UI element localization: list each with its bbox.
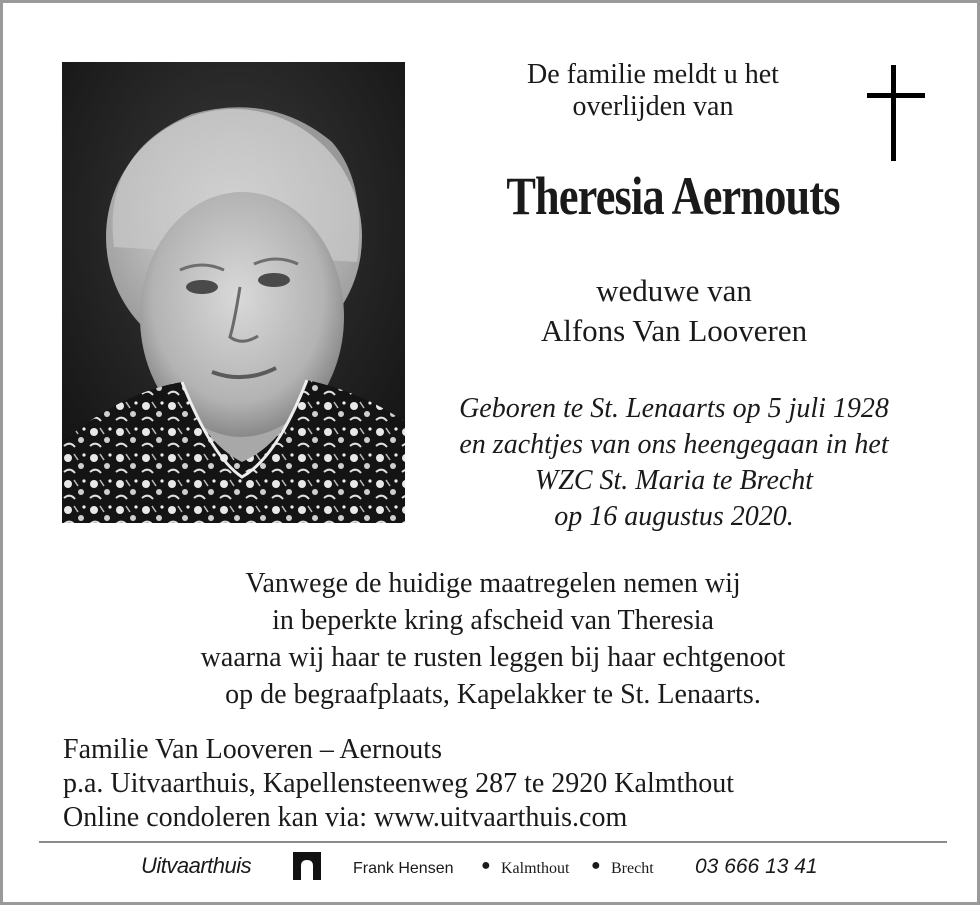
condolence-line: Online condoleren kan via: www.uitvaarthuis.com (63, 802, 628, 833)
arch-logo-icon (293, 852, 321, 880)
intro-text (453, 59, 853, 123)
notice-line: waarna wij haar te rusten leggen bij haar echtgenoot (200, 642, 786, 673)
director-name: Frank Hensen (353, 860, 454, 877)
bullet: ● (591, 857, 601, 874)
brand-name: Uitvaarthuis (141, 853, 252, 878)
widow-line-1: weduwe van (596, 273, 752, 308)
funeral-home-footer (3, 843, 980, 895)
spouse-name: Alfons Van Looveren (540, 313, 808, 348)
life-line: Geboren te St. Lenaarts op 5 juli 1928 (459, 393, 889, 424)
location-brecht: Brecht (611, 860, 654, 877)
deceased-name: Theresia Aernouts (506, 166, 840, 226)
bullet: ● (481, 857, 491, 874)
phone-number: 03 666 13 41 (695, 855, 818, 878)
family-contact (63, 733, 943, 835)
life-details (421, 391, 927, 535)
cross-icon (867, 65, 925, 161)
family-line: Familie Van Looveren – Aernouts (63, 734, 442, 765)
life-line: WZC St. Maria te Brecht (534, 465, 814, 496)
widow-of (443, 271, 905, 351)
intro-line-2: overlijden van (572, 91, 734, 122)
portrait-photo (62, 62, 405, 523)
life-line: en zachtjes van ons heengegaan in het (459, 429, 889, 460)
notice-line: in beperkte kring afscheid van Theresia (272, 605, 714, 636)
notice-line: Vanwege de huidige maatregelen nemen wij (245, 568, 741, 599)
life-line: op 16 augustus 2020. (554, 501, 794, 532)
funeral-notice (63, 565, 923, 713)
notice-line: op de begraafplaats, Kapelakker te St. Lenaarts. (225, 679, 761, 710)
intro-line-1: De familie meldt u het (527, 59, 779, 90)
family-address: p.a. Uitvaarthuis, Kapellensteenweg 287 te 2920 Kalmthout (63, 768, 735, 799)
location-kalmthout: Kalmthout (501, 860, 570, 877)
